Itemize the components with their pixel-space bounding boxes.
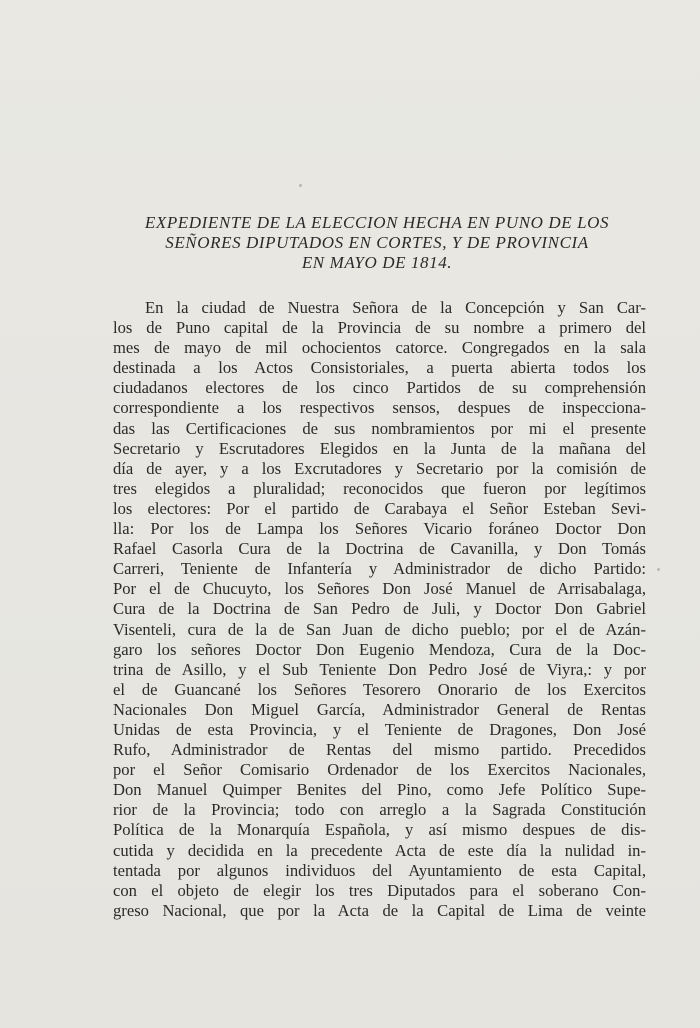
body-line: lla: Por los de Lampa los Señores Vicario foráneo Doctor Don	[113, 519, 646, 539]
body-line: Rafael Casorla Cura de la Doctrina de Cavanilla, y Don Tomás	[113, 539, 646, 559]
body-line: ciudadanos electores de los cinco Partidos de su comprehensión	[113, 378, 646, 398]
body-line: correspondiente a los respectivos sensos, despues de inspecciona-	[113, 398, 646, 418]
body-line: el de Guancané los Señores Tesorero Onorario de los Exercitos	[113, 679, 646, 699]
body-line: En la ciudad de Nuestra Señora de la Concepción y San Car-	[145, 298, 646, 317]
body-line: garo los señores Doctor Don Eugenio Mendoza, Cura de la Doc-	[113, 639, 646, 659]
body-line: Nacionales Don Miguel García, Administrador General de Rentas	[113, 699, 646, 719]
body-line: tentada por algunos individuos del Ayuntamiento de esta Capital,	[113, 860, 646, 880]
body-line: Rufo, Administrador de Rentas del mismo partido. Precedidos	[113, 740, 646, 760]
body-line: los electores: Por el partido de Carabaya el Señor Esteban Sevi-	[113, 498, 646, 518]
body-line: das las Certificaciones de sus nombramientos por mi el presente	[113, 418, 646, 438]
body-line: Política de la Monarquía Española, y así mismo despues de dis-	[113, 820, 646, 840]
body-line: por el Señor Comisario Ordenador de los Exercitos Nacionales,	[113, 760, 646, 780]
body-line: Visenteli, cura de la de San Juan de dicho pueblo; por el de Azán-	[113, 619, 646, 639]
body-line: mes de mayo de mil ochocientos catorce. Congregados en la sala	[113, 338, 646, 358]
body-line: Unidas de esta Provincia, y el Teniente de Dragones, Don José	[113, 719, 646, 739]
body-line: rior de la Provincia; todo con arreglo a la Sagrada Constitución	[113, 800, 646, 820]
heading-line: EXPEDIENTE DE LA ELECCION HECHA EN PUNO DE LOS	[144, 213, 610, 232]
body-line: trina de Asillo, y el Sub Teniente Don Pedro José de Viyra,: y por	[113, 659, 646, 679]
body-line: Carreri, Teniente de Infantería y Administrador de dicho Partido:	[113, 559, 646, 579]
body-line: Don Manuel Quimper Benites del Pino, como Jefe Político Supe-	[113, 780, 646, 800]
body-line: greso Nacional, que por la Acta de la Capital de Lima de veinte	[113, 900, 646, 920]
heading-line: SEÑORES DIPUTADOS EN CORTES, Y DE PROVINCIA	[165, 233, 589, 252]
heading-line: EN MAYO DE 1814.	[301, 253, 453, 272]
paper-speck	[657, 568, 660, 571]
body-line: Por el de Chucuyto, los Señores Don José Manuel de Arrisabalaga,	[113, 579, 646, 599]
body-line: día de ayer, y a los Excrutadores y Secretario por la comisión de	[113, 458, 646, 478]
body-line: tres elegidos a pluralidad; reconocidos que fueron por legítimos	[113, 478, 646, 498]
document-heading	[110, 213, 644, 273]
body-line: con el objeto de elegir los tres Diputados para el soberano Con-	[113, 880, 646, 900]
body-line: destinada a los Actos Consistoriales, a puerta abierta todos los	[113, 358, 646, 378]
body-paragraph	[113, 298, 646, 921]
body-line: cutida y decidida en la precedente Acta de este día la nulidad in-	[113, 840, 646, 860]
body-line: Secretario y Escrutadores Elegidos en la Junta de la mañana del	[113, 438, 646, 458]
paper-speck	[299, 184, 302, 187]
body-line: los de Puno capital de la Provincia de su nombre a primero del	[113, 318, 646, 338]
body-line: Cura de la Doctrina de San Pedro de Juli, y Doctor Don Gabriel	[113, 599, 646, 619]
